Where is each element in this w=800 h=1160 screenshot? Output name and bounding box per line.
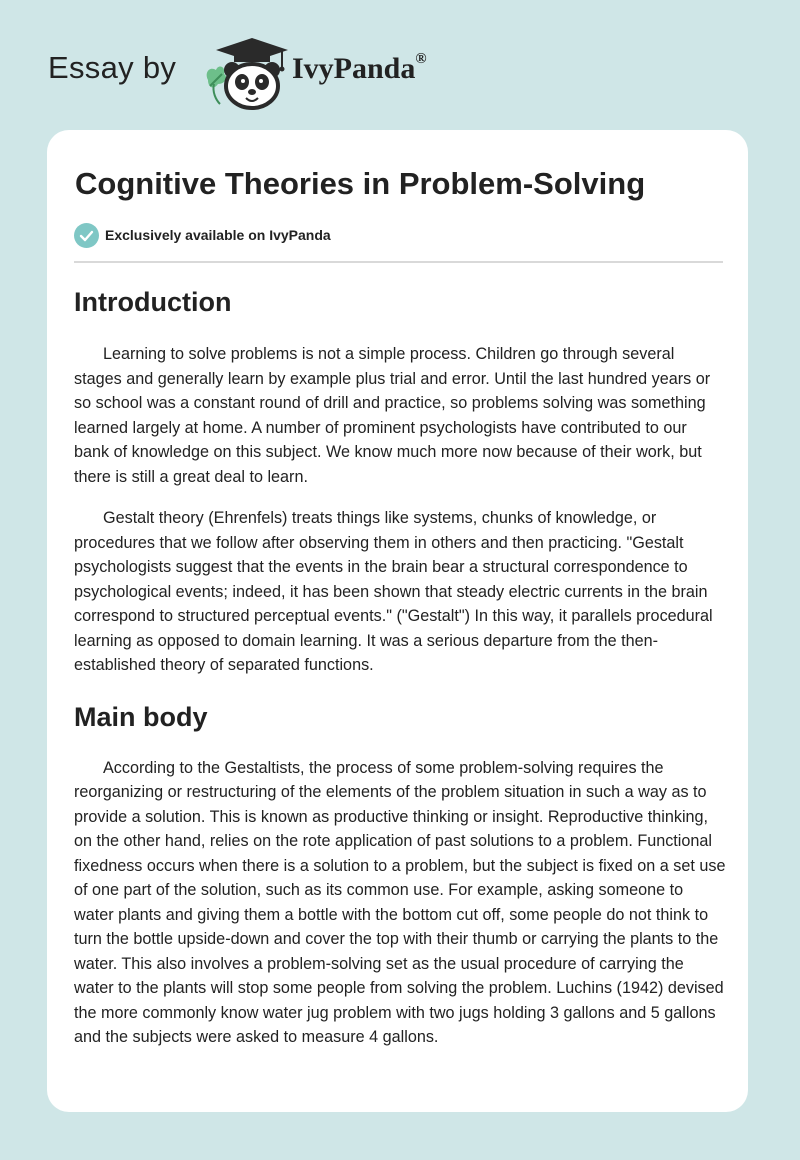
ivypanda-panda-icon[interactable]	[202, 34, 288, 110]
essay-content	[74, 280, 726, 1050]
paragraph: Gestalt theory (Ehrenfels) treats things like systems, chunks of knowledge, or procedures that we follow after observing them in others and then practicing. "Gestalt psychologists suggest that the events in the brain bear a structural correspondence to psychological events; indeed, it has been shown that steady electric currents in the brain correspond to structured perceptual events." ("Gestalt") In this way, it parallels procedural learning as opposed to domain learning. It was a serious departure from the then-established theory of separated functions.	[74, 509, 713, 674]
registered-mark: ®	[415, 51, 427, 67]
paragraph: According to the Gestaltists, the process of some problem-solving requires the reorganizing or restructuring of the elements of the problem situation in such a way as to provide a solution. This is known as productive thinking or insight. Reproductive thinking, on the other hand, relies on the rote application of past solutions to a problem. Functional fixedness occurs when there is a solution to a problem, but the subject is fixed on a set use of one part of the solution, such as its common use. For example, asking someone to water plants and giving them a bottle with the bottom cut off, some people do not think to turn the bottle upside-down and cover the top with their thumb or carrying the plants to the water. This also involves a problem-solving set as the usual procedure of carrying the water to the plants will stop some people from solving the problem. Luchins (1942) devised the more commonly know water jug problem with two jugs holding 3 gallons and 5 gallons and the subjects were asked to measure 4 gallons.	[74, 758, 726, 1046]
brand-logo[interactable]	[292, 52, 427, 86]
essay-card	[47, 130, 748, 1112]
brand-name: IvyPanda	[292, 52, 416, 85]
title-divider	[74, 261, 723, 263]
site-header	[48, 30, 748, 110]
page-title: Cognitive Theories in Problem-Solving	[75, 166, 646, 201]
exclusive-badge	[74, 222, 331, 248]
section-heading-introduction: Introduction	[74, 287, 232, 317]
exclusive-badge-text: Exclusively available on IvyPanda	[105, 227, 331, 243]
check-circle-icon	[74, 223, 99, 248]
paragraph: Learning to solve problems is not a simple process. Children go through several stages and generally learn by example plus trial and error. Until the last hundred years or so school was a constant round of drill and practice, so problems solving was something learned largely at home. A number of prominent psychologists have contributed to our bank of knowledge on this subject. We know much more now because of their work, but there is still a great deal to learn.	[74, 345, 711, 486]
essay-by-label: Essay by	[48, 50, 177, 85]
section-heading-main-body: Main body	[74, 701, 208, 732]
